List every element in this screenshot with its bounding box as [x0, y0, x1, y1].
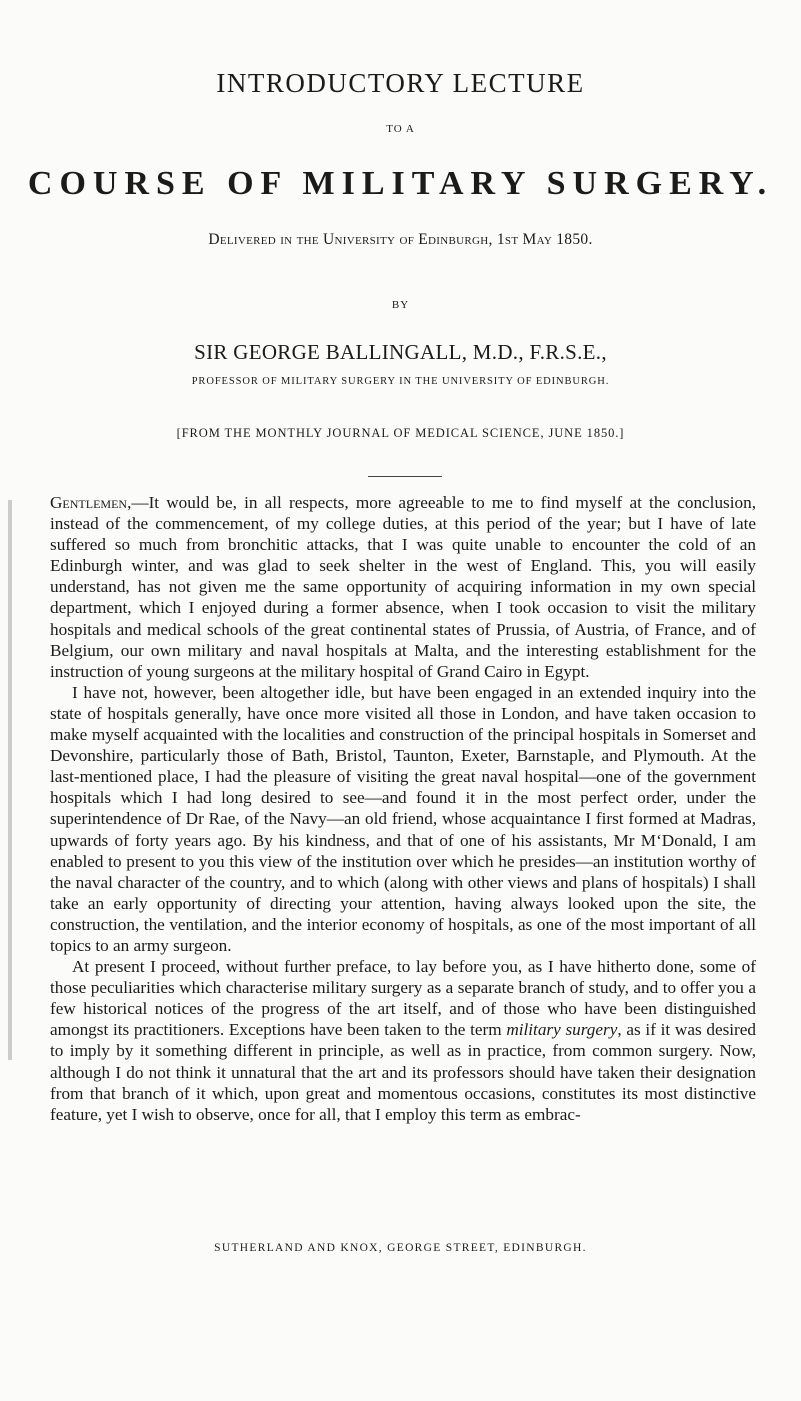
- title-line-2: COURSE OF MILITARY SURGERY.: [27, 165, 774, 202]
- author-profession: PROFESSOR OF MILITARY SURGERY IN THE UNIVERSITY OF EDINBURGH.: [191, 376, 610, 387]
- emphasis-text: military surgery: [506, 1020, 618, 1040]
- source-citation: [FROM THE MONTHLY JOURNAL OF MEDICAL SCIENCE, JUNE 1850.]: [176, 426, 625, 440]
- by-line: BY: [391, 299, 410, 311]
- printer-imprint: SUTHERLAND AND KNOX, GEORGE STREET, EDINBURGH.: [214, 1242, 587, 1254]
- left-margin-binding-mark: [8, 500, 12, 1060]
- paragraph: I have not, however, been altogether idle, but have been engaged in an extended inquiry into the state of hospitals generally, have once more visited all those in London, and have taken occasion to make myself acquainted with the localities and construction of the principal hospitals in Somerset and Devonshire, particularly those of Bath, Bristol, Taunton, Exeter, Barnstaple, and Plymouth. At the last-mentioned place, I had the pleasure of visiting the great naval hospital—one of the government hospitals which I had long desired to see—and found it in the most perfect order, under the superintendence of Dr Rae, of the Navy—an old friend, whose acquaintance I first formed at Madras, upwards of forty years ago. By his kindness, and that of one of his assistants, Mr M‘Donald, I am enabled to present to you this view of the institution over which he presides—an institution worthy of the naval character of the country, and to which (along with other views and plans of hospitals) I shall take an early opportunity of directing your attention, having always looked upon the site, the construction, the ventilation, and the interior economy of hospitals, as one of the most important of all topics to an army surgeon.: [50, 682, 756, 955]
- author-name: SIR GEORGE BALLINGALL, M.D., F.R.S.E.,: [194, 340, 607, 364]
- divider-rule: [368, 476, 442, 477]
- paragraph-text: —It would be, in all respects, more agreeable to me to find myself at the conclusion, instead of the commencement, of my college duties, at this period of the year; but I have of late suffered so much from bronchitic attacks, that I was quite unable to encounter the cold of an Edinburgh winter, and was glad to seek shelter in the west of England. This, you will easily understand, has not given me the same opportunity of acquiring information in my own special department, which I enjoyed during a former absence, when I took occasion to visit the military hospitals and medical schools of the great continental states of Prussia, of Austria, of France, and of Belgium, our own military and naval hospitals at Malta, and the interesting establishment for the instruction of young surgeons at the military hospital of Grand Cairo in Egypt.: [50, 493, 756, 681]
- delivered-line: Delivered in the University of Edinburgh, 1st May 1850.: [208, 231, 593, 248]
- title-to-a: TO A: [386, 123, 415, 135]
- paragraph-text: , as if it was desired to imply by it something different in principle, as well as in practice, from common surgery. Now, although I do not think it unnatural that the art and its professors should have taken their designation from that branch of it which, upon great and momentous occasions, constitutes its most distinctive feature, yet I wish to observe, once for all, that I employ this term as embrac-: [50, 1020, 757, 1124]
- title-line-1: INTRODUCTORY LECTURE: [216, 68, 585, 98]
- paragraph: [50, 956, 756, 1125]
- paragraph-text: At present I proceed, without further preface, to lay before you, as I have hitherto done, some of those peculiarities which characterise military surgery as a separate branch of study, and to offer you a few historical notices of the progress of the art itself, and of those who have been distinguished amongst its practitioners. Exceptions have been taken to the term: [50, 957, 756, 1040]
- salutation: Gentlemen,: [50, 493, 132, 512]
- paragraph: [50, 492, 756, 682]
- lecture-body: [50, 492, 756, 1125]
